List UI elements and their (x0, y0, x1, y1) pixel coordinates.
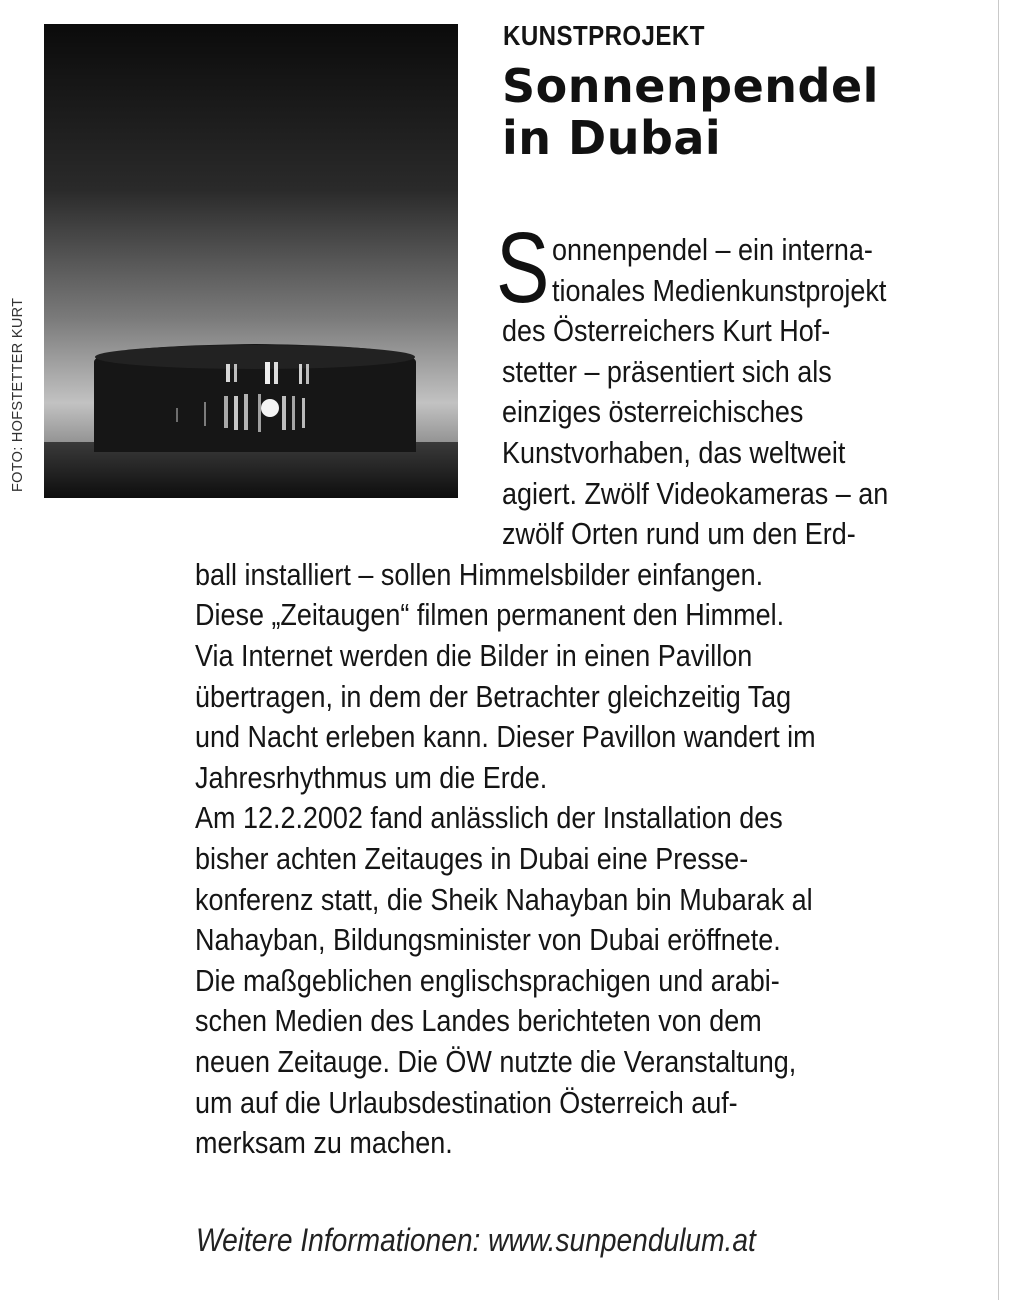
body-line: stetter – präsentiert sich als (502, 353, 832, 389)
pavilion-silhouette (94, 344, 416, 452)
more-info-link[interactable]: Weitere Informationen: www.sunpendulum.at (196, 1222, 756, 1258)
body-line: merksam zu machen. (195, 1125, 453, 1161)
body-line: Nahayban, Bildungsminister von Dubai eröffnete. (195, 922, 781, 958)
article-kicker: KUNSTPROJEKT (503, 20, 705, 51)
body-line: Jahresrhythmus um die Erde. (195, 759, 548, 795)
body-line: Via Internet werden die Bilder in einen Pavillon (195, 638, 753, 673)
pavilion-photo-graphic (44, 24, 458, 498)
body-line: und Nacht erleben kann. Dieser Pavillon wandert im (195, 719, 816, 755)
body-line: onnenpendel – ein interna- (552, 232, 873, 267)
headline-line: in Dubai (502, 111, 722, 165)
body-line: bisher achten Zeitauges in Dubai eine Presse- (195, 841, 749, 876)
article-headline (502, 60, 879, 164)
body-line: Diese „Zeitaugen“ filmen permanent den Himmel. (195, 597, 785, 633)
body-line: um auf die Urlaubsdestination Österreich auf- (195, 1084, 738, 1120)
body-line: konferenz statt, die Sheik Nahayban bin Mubarak al (195, 881, 813, 917)
body-line: Am 12.2.2002 fand anlässlich der Installation des (195, 800, 783, 836)
body-line: agiert. Zwölf Videokameras – an (502, 475, 889, 511)
body-line: übertragen, in dem der Betrachter gleichzeitig Tag (195, 678, 792, 714)
drop-cap: S (496, 212, 550, 324)
body-line: ball installiert – sollen Himmelsbilder einfangen. (195, 556, 764, 592)
body-line: einziges österreichisches (502, 394, 804, 430)
body-line: neuen Zeitauge. Die ÖW nutzte die Veranstaltung, (195, 1044, 797, 1079)
pavilion-photo (44, 24, 458, 498)
body-line: Kunstvorhaben, das weltweit (502, 435, 846, 470)
body-line: tionales Medienkunstprojekt (552, 272, 887, 308)
body-line: Die maßgeblichen englischsprachigen und arabi- (195, 962, 780, 998)
body-line: des Österreichers Kurt Hof- (502, 313, 831, 349)
body-line: zwölf Orten rund um den Erd- (502, 516, 856, 552)
photo-credit: FOTO: HOFSTETTER KURT (10, 297, 26, 492)
body-line: schen Medien des Landes berichteten von dem (195, 1003, 762, 1039)
paper-edge (998, 0, 999, 1300)
headline-line: Sonnenpendel (502, 59, 879, 113)
